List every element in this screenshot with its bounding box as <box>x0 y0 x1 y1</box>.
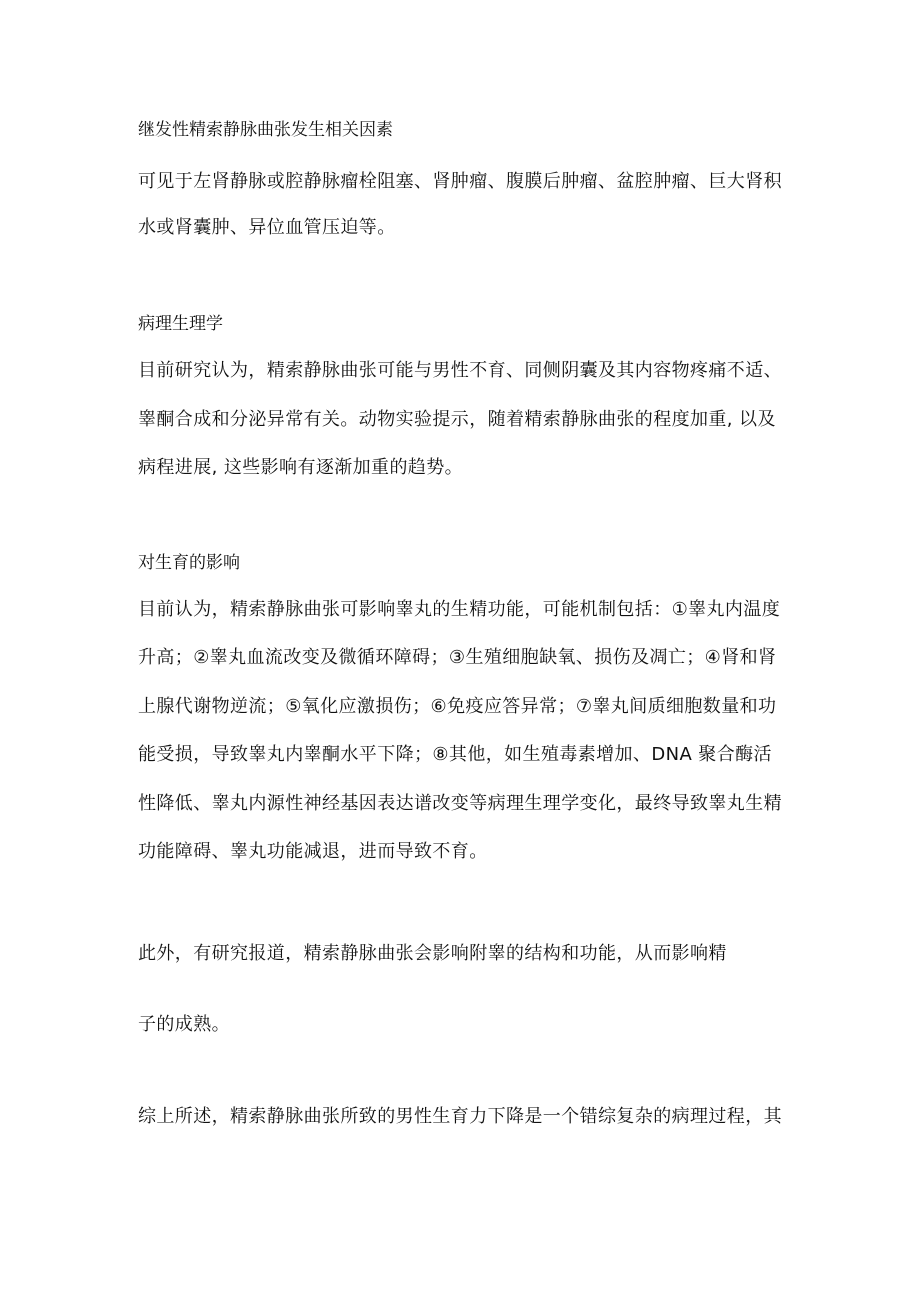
paragraph-line: 睾酮合成和分泌异常有关。动物实验提示，随着精索静脉曲张的程度加重, 以及 <box>138 409 776 430</box>
paragraph-line: 可见于左肾静脉或腔静脉瘤栓阻塞、肾肿瘤、腹膜后肿瘤、盆腔肿瘤、巨大肾积 <box>138 171 782 192</box>
paragraph-line: 目前认为，精索静脉曲张可影响睾丸的生精功能，可能机制包括：①睾丸内温度 <box>138 599 781 620</box>
paragraph-line: 此外，有研究报道，精索静脉曲张会影响附睾的结构和功能，从而影响精 <box>138 943 727 964</box>
paragraph-line: 能受损，导致睾丸内睾酮水平下降；⑧其他，如生殖毒素增加、DNA 聚合酶活 <box>138 744 772 765</box>
paragraph-line: 升高；②睾丸血流改变及微循环障碍；③生殖细胞缺氧、损伤及凋亡；④肾和肾 <box>138 647 777 668</box>
paragraph-line: 目前研究认为，精索静脉曲张可能与男性不育、同侧阴囊及其内容物疼痛不适、 <box>138 360 782 381</box>
paragraph-line: 子的成熟。 <box>138 1014 230 1035</box>
section-heading-fertility-impact: 对生育的影响 <box>138 553 240 573</box>
section-heading-pathophysiology: 病理生理学 <box>138 314 223 334</box>
paragraph-line: 水或肾囊肿、异位血管压迫等。 <box>138 217 396 238</box>
section-heading-secondary-factors: 继发性精索静脉曲张发生相关因素 <box>138 120 393 140</box>
paragraph-line: 病程进展, 这些影响有逐渐加重的趋势。 <box>138 457 464 478</box>
paragraph-line: 功能障碍、睾丸功能减退，进而导致不育。 <box>138 841 488 862</box>
paragraph-line: 上腺代谢物逆流；⑤氧化应激损伤；⑥免疫应答异常；⑦睾丸间质细胞数量和功 <box>138 696 777 717</box>
paragraph-line: 综上所述，精索静脉曲张所致的男性生育力下降是一个错综复杂的病理过程，其 <box>138 1106 782 1127</box>
paragraph-line: 性降低、睾丸内源性神经基因表达谱改变等病理生理学变化，最终导致睾丸生精 <box>138 793 782 814</box>
